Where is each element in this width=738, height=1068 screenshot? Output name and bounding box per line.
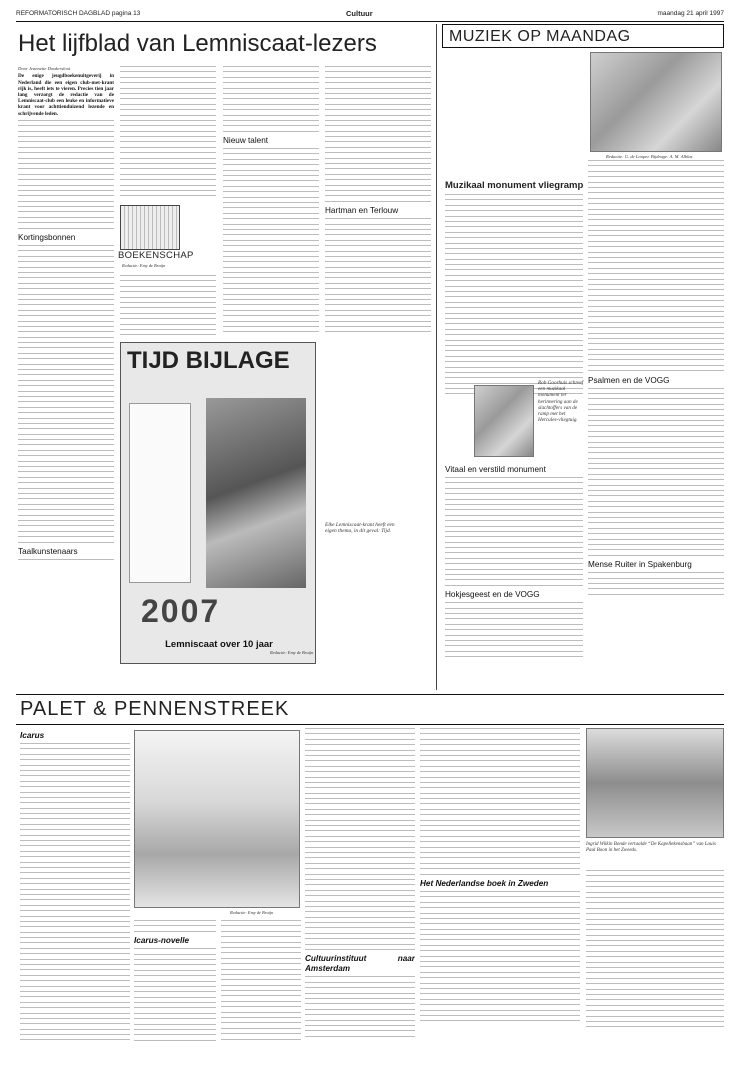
goorhuis-photo [474, 385, 534, 457]
newspaper-page-label: REFORMATORISCH DAGBLAD pagina 13 [16, 10, 141, 17]
tijd-bijlage-year: 2007 [141, 593, 221, 629]
palet-column-3-lower [221, 920, 301, 1048]
muziek-column-1-lower [445, 462, 583, 687]
subhead-hokjesgeest: Hokjesgeest en de VOGG [445, 590, 540, 600]
subhead-icarus: Icarus [20, 731, 45, 740]
clock-page [129, 403, 191, 583]
subhead-cultuurinstituut: Cultuurinstituut naar Amsterdam [305, 954, 415, 974]
wilkin-bonde-photo [586, 728, 724, 838]
subhead-taalkunstenaars: Taalkunstenaars [18, 546, 78, 556]
subhead-icarus-novelle: Icarus-novelle [134, 936, 190, 946]
photo-credit: Redactie: Emy de Bruijn [270, 650, 314, 655]
boekenschap-logo [120, 205, 180, 250]
palet-column-1 [20, 728, 130, 1048]
icarus-photo [134, 730, 300, 908]
header-rule [16, 21, 724, 22]
main-headline: Het lijfblad van Lemniscaat-lezers [18, 30, 377, 57]
muziek-photo [590, 52, 722, 152]
hourglass-illustration [206, 398, 306, 588]
article-lead: De enige jeugdboekenuitgeverij in Nederland die een eigen club-met-krant rijk is, heeft iets te vieren. Precies tien jaar lang verzorgt de redactie van de Lemniscaat-club een leuke en informatieve krant voor achttienduizend lezende en schrijvende leden. [18, 73, 114, 117]
muziek-title: MUZIEK OP MAANDAG [449, 28, 631, 45]
article-column-1 [18, 66, 114, 651]
tijd-caption: Elke Lemniscaat-krant heeft een eigen thema, in dit geval: Tijd. [325, 522, 395, 535]
subhead-hartman-terlouw: Hartman en Terlouw [325, 206, 399, 216]
palet-column-6 [586, 870, 724, 1048]
article-column-2-lower [120, 275, 216, 335]
palet-title: PALET & PENNENSTREEK [20, 698, 290, 720]
tijd-bijlage-footer: Lemniscaat over 10 jaar [165, 639, 273, 650]
subhead-kortingsbonnen: Kortingsbonnen [18, 233, 76, 243]
palet-photo-credit: Redactie: Emy de Bruijn [230, 910, 274, 915]
date-label: maandag 21 april 1997 [657, 10, 724, 17]
goorhuis-caption: Rob Goorhuis schreef een muzikaal monument ter herinnering aan de slachtoffers van de ramp met het Hercules-vliegtuig. [538, 380, 584, 424]
subhead-mense-ruiter: Mense Ruiter in Spakenburg [588, 560, 692, 570]
palet-top-rule [16, 694, 724, 695]
page-header [16, 8, 724, 20]
wilkin-bonde-caption: Ingrid Wilkin Bonde vertaalde “De Kapellekensbaan” van Louis Paul Boon in het Zweeds. [586, 842, 716, 853]
muziek-column-2 [588, 160, 724, 688]
boekenschap-title: BOEKENSCHAP [118, 250, 194, 261]
article-column-3 [223, 66, 319, 336]
palet-column-5 [420, 728, 580, 1048]
column-divider [436, 24, 437, 690]
subhead-nederlandse-boek: Het Nederlandse boek in Zweden [420, 878, 549, 888]
muziek-banner [442, 24, 724, 48]
subhead-psalmen: Psalmen en de VOGG [588, 375, 670, 385]
palet-column-4 [305, 728, 415, 1048]
byline: Door Jeannette Donkersloot [18, 66, 71, 71]
article-column-4 [325, 66, 431, 336]
palet-bottom-rule [16, 724, 724, 725]
article-column-2-upper [120, 66, 216, 201]
subhead-vitaal: Vitaal en verstild monument [445, 465, 546, 474]
muziek-headline: Muzikaal monument vliegramp [445, 180, 584, 191]
palet-column-2 [134, 920, 216, 1048]
section-label: Cultuur [346, 9, 373, 18]
tijd-bijlage-image [120, 342, 316, 664]
muziek-credit: Redactie: G. de Looper. Bijdrage: A. M. Alblas [606, 154, 693, 159]
boekenschap-credit: Redactie: Emy de Bruijn [122, 263, 166, 268]
subhead-nieuw-talent: Nieuw talent [223, 136, 269, 146]
tijd-bijlage-label: TIJD BIJLAGE [127, 347, 290, 374]
